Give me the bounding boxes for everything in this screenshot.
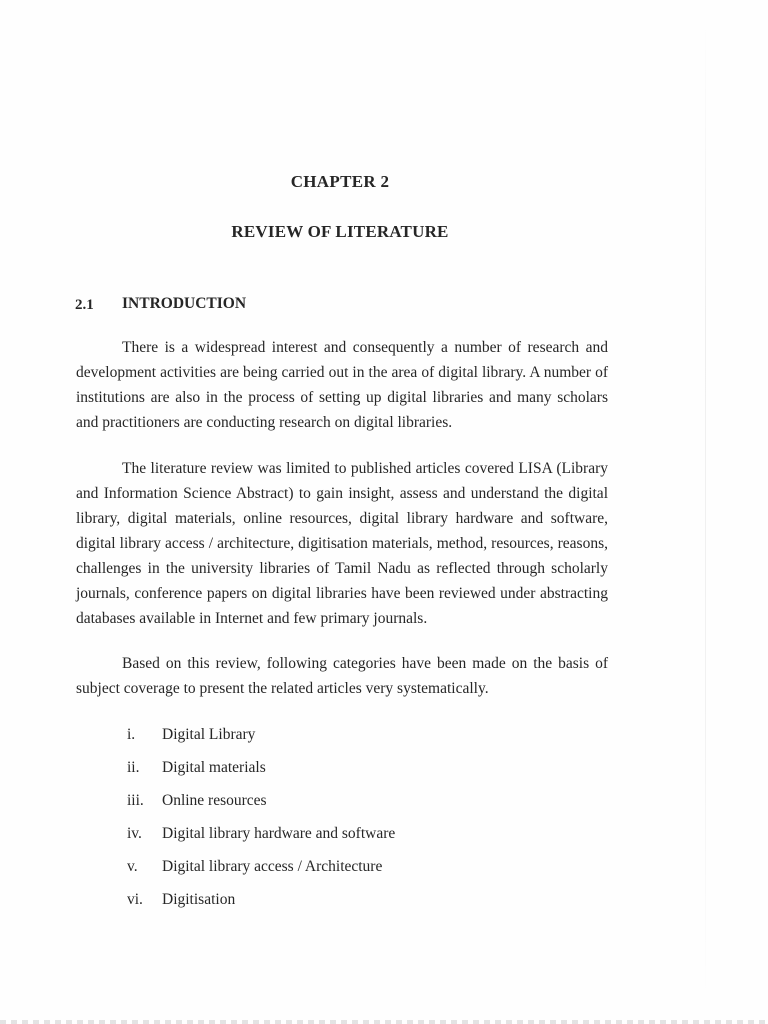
list-item	[0, 825, 600, 858]
paragraph-scope: The literature review was limited to published articles covered LISA (Library and Information Science Abstract) to gain insight, assess and understand the digital library, digital materials, online resources, digital library hardware and software, digital library access / architecture, digitisation materials, method, resources, reasons, challenges in the university libraries of Tamil Nadu as reflected through scholarly journals, conference papers on digital libraries have been reviewed under abstracting databases available in Internet and few primary journals.	[76, 460, 608, 627]
list-item-text: Digital library access / Architecture	[162, 858, 383, 875]
list-item-text: Digital materials	[162, 759, 266, 776]
list-item-number: iv.	[127, 825, 142, 842]
list-item-number: i.	[127, 726, 136, 743]
paragraph-categories: Based on this review, following categories have been made on the basis of subject coverage to present the related articles very systematically.	[76, 655, 608, 697]
list-item-number: iii.	[127, 792, 144, 809]
chapter-title: REVIEW OF LITERATURE	[231, 222, 449, 241]
list-item	[0, 858, 600, 891]
list-item-text: Digitisation	[162, 891, 236, 908]
paragraph-intro: There is a widespread interest and consequently a number of research and development activities are being carried out in the area of digital library. A number of institutions are also in the process of setting up digital libraries and many scholars and practitioners are conducting research on digital libraries.	[76, 339, 608, 431]
list-item-number: ii.	[127, 759, 140, 776]
list-item-text: Digital library hardware and software	[162, 825, 396, 842]
list-item	[0, 759, 600, 792]
category-list	[0, 726, 600, 924]
list-item	[0, 891, 600, 924]
list-item-text: Digital Library	[162, 726, 256, 743]
scan-bottom-edge	[0, 1020, 768, 1024]
list-item-number: vi.	[127, 891, 143, 908]
section-title: INTRODUCTION	[122, 295, 247, 312]
scan-edge-shadow	[705, 20, 706, 1000]
section-number: 2.1	[75, 297, 94, 313]
list-item	[0, 792, 600, 825]
list-item-number: v.	[127, 858, 138, 875]
chapter-number: CHAPTER 2	[290, 172, 390, 191]
list-item-text: Online resources	[162, 792, 267, 809]
list-item	[0, 726, 600, 759]
